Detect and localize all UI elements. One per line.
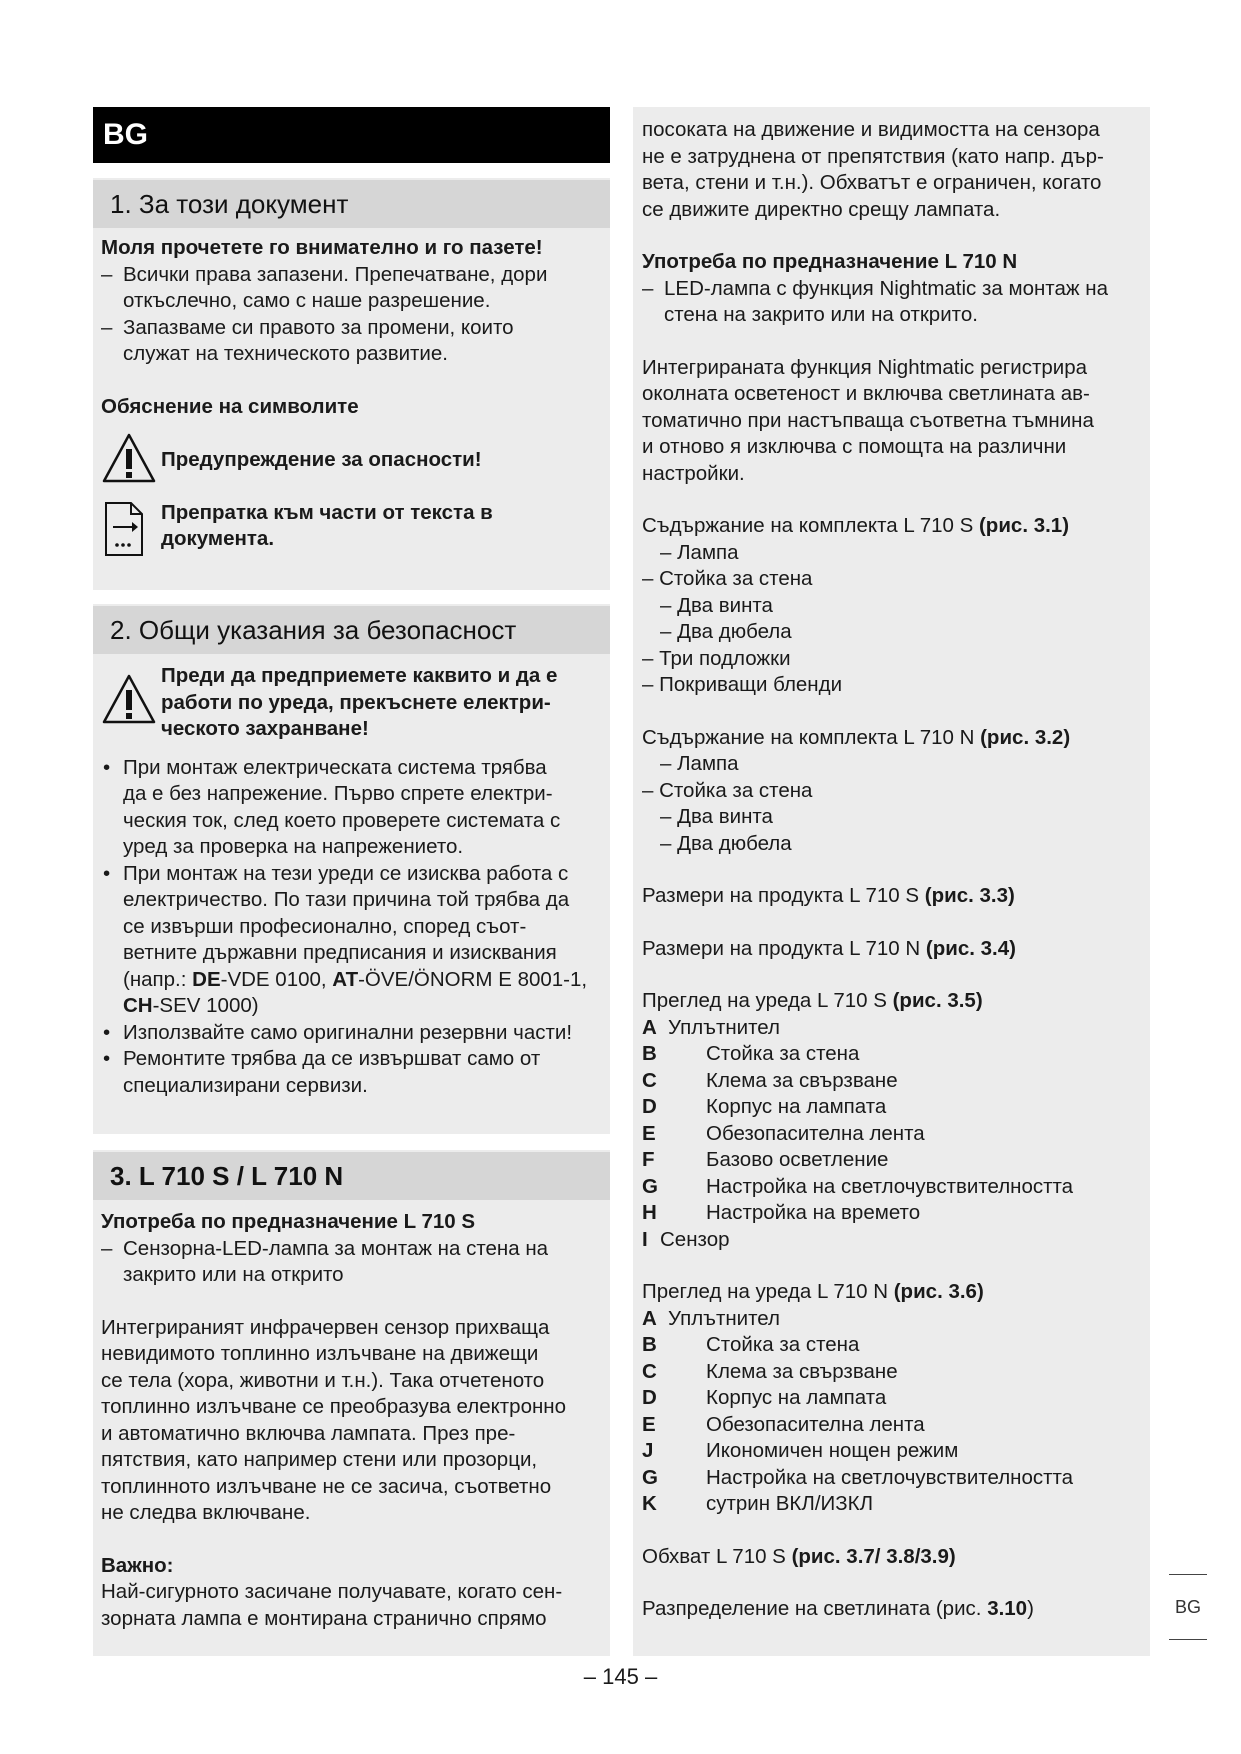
legend-row: C Клема за свързване — [642, 1068, 898, 1092]
side-language-tab: BG — [1169, 1574, 1207, 1640]
legend-row: I Сензор — [642, 1227, 730, 1251]
section2-title: 2. Общи указания за безопасност — [93, 606, 610, 654]
kit-s-list — [642, 540, 1147, 699]
legend-row: C Клема за свързване — [642, 1359, 898, 1383]
legend-row: E Обезопасителна лента — [642, 1121, 925, 1145]
warning-triangle-icon — [101, 432, 161, 492]
legend-row: K сутрин ВКЛ/ИЗКЛ — [642, 1492, 874, 1515]
list-item: – LED-лампа с функция Nightmatic за монтаж на стена на закрито или на открито. — [642, 276, 1147, 329]
list-item: – Всички права запазени. Препечатване, дори откъслечно, само с наше разрешение. — [101, 262, 601, 315]
nightmatic-paragraph: Интегрираната функция Nightmatic регистрира околната осветеност и включва светлината ав- томатично при настъпваща съответна тъмнина и отново я изключва с помощта на различни настройки. — [642, 355, 1094, 485]
use-s-heading: Употреба по предназначение L 710 S — [101, 1210, 476, 1233]
continued-paragraph: посоката на движение и видимостта на сензора не е затруднена от препятствия (като напр. дър- вета, стени и т.н.). Обхватът е ограничен, когато се движите директно срещу лампата. — [642, 118, 1104, 221]
safety-warning-text: Преди да предприемете каквито и да е работи по уреда, прекъснете електри- ческото захранване! — [161, 664, 558, 740]
list-item: • При монтаж на тези уреди се изисква работа с електричество. По тази причина той трябва да се извърши професионално, според съот- ветните държавни предписания и изисквания (напр.: DE-VDE 0100, AT-ÖVE/ÖNORM E 8001-1, CH-SEV 1000) — [101, 861, 606, 1020]
symbol-warning-row — [101, 432, 601, 492]
list-item: • Ремонтите трябва да се извършват само от специализирани сервизи. — [101, 1046, 606, 1099]
legend-row: F Базово осветление — [642, 1148, 889, 1171]
overview-s-legend — [642, 1015, 1147, 1254]
legend-row: J Икономичен нощен режим — [642, 1439, 959, 1462]
legend-row: G Настройка на светлочувствителността — [642, 1465, 1074, 1489]
list-item: – Лампа — [660, 752, 739, 775]
section1-title: 1. За този документ — [93, 180, 610, 228]
list-item: – Сензорна-LED-лампа за монтаж на стена на закрито или на открито — [101, 1236, 606, 1289]
list-item: – Два винта — [660, 593, 773, 617]
important-text: Най-сигурното засичане получавате, когато сен- зорната лампа е монтирана странично спрямо — [101, 1580, 563, 1630]
list-item: – Покриващи бленди — [642, 673, 843, 696]
overview-s-heading: Преглед на уреда L 710 S (рис. 3.5) — [642, 989, 983, 1012]
legend-row: D Корпус на лампата — [642, 1095, 887, 1118]
list-item: – Стойка за стена — [642, 567, 813, 590]
page-number: – 145 – — [583, 1664, 658, 1689]
safety-warning-row — [101, 663, 606, 743]
symbol-warning-text: Предупреждение за опасности! — [161, 447, 482, 471]
range-heading: Обхват L 710 S (рис. 3.7/ 3.8/3.9) — [642, 1544, 956, 1568]
legend-row: B Стойка за стена — [642, 1333, 860, 1356]
use-n-heading: Употреба по предназначение L 710 N — [642, 250, 1018, 273]
symbol-reference-row — [101, 500, 601, 566]
kit-n-heading: Съдържание на комплекта L 710 N (рис. 3.2) — [642, 725, 1071, 749]
dimensions-s: Размери на продукта L 710 S (рис. 3.3) — [642, 884, 1015, 907]
list-item: – Стойка за стена — [642, 778, 813, 802]
legend-row: H Настройка на времето — [642, 1201, 921, 1224]
legend-row: A Уплътнител — [642, 1015, 780, 1039]
section1-intro: Моля прочетете го внимателно и го пазете! — [101, 236, 543, 259]
section1-body — [101, 235, 601, 565]
legend-row: D Корпус на лампата — [642, 1386, 887, 1409]
overview-n-legend — [642, 1306, 1147, 1518]
list-item: • При монтаж електрическата система трябва да е без напрежение. Първо спрете електри- ческия ток, след което проверете системата с уред за проверка на напрежението. — [101, 755, 606, 861]
list-item: – Три подложки — [642, 646, 791, 670]
legend-row: B Стойка за стена — [642, 1042, 860, 1065]
list-item: • Използвайте само оригинални резервни части! — [101, 1020, 606, 1047]
document-reference-icon — [101, 500, 161, 566]
kit-s-heading: Съдържание на комплекта L 710 S (рис. 3.1) — [642, 514, 1070, 537]
language-header: BG — [93, 107, 610, 163]
kit-n-list — [642, 751, 1147, 857]
legend-row: G Настройка на светлочувствителността — [642, 1174, 1074, 1198]
list-item: – Два дюбела — [660, 831, 792, 855]
sensor-paragraph: Интегрираният инфрачервен сензор прихваща невидимото топлинно излъчване на движещи се тела (хора, животни и т.н.). Така отчетеното топлинно излъчване се преобразува електронно и автоматично включва лампата. През пре- пятствия, като например стени или прозорци, топлинното излъчване не се засича, съответно не следва включване. — [101, 1315, 567, 1524]
light-distribution: Разпределение на светлината (рис. 3.10) — [642, 1597, 1034, 1620]
list-item: – Два винта — [660, 805, 773, 828]
important-heading: Важно: — [101, 1553, 174, 1577]
section3-body — [101, 1209, 606, 1632]
right-column-body — [642, 117, 1147, 1623]
section2-body — [101, 663, 606, 1099]
legend-row: E Обезопасителна лента — [642, 1412, 925, 1436]
overview-n-heading: Преглед на уреда L 710 N (рис. 3.6) — [642, 1280, 984, 1303]
dimensions-n: Размери на продукта L 710 N (рис. 3.4) — [642, 936, 1016, 960]
legend-row: A Уплътнител — [642, 1306, 780, 1330]
section3-title: 3. L 710 S / L 710 N — [93, 1152, 610, 1200]
list-item: – Запазваме си правото за промени, които служат на техническото развитие. — [101, 315, 601, 368]
symbol-reference-text: Препратка към части от текста в документа. — [161, 500, 493, 550]
list-item: – Два дюбела — [660, 620, 792, 643]
list-item: – Лампа — [660, 540, 739, 564]
symbols-heading: Обяснение на символите — [101, 394, 359, 418]
warning-triangle-icon — [101, 663, 161, 733]
